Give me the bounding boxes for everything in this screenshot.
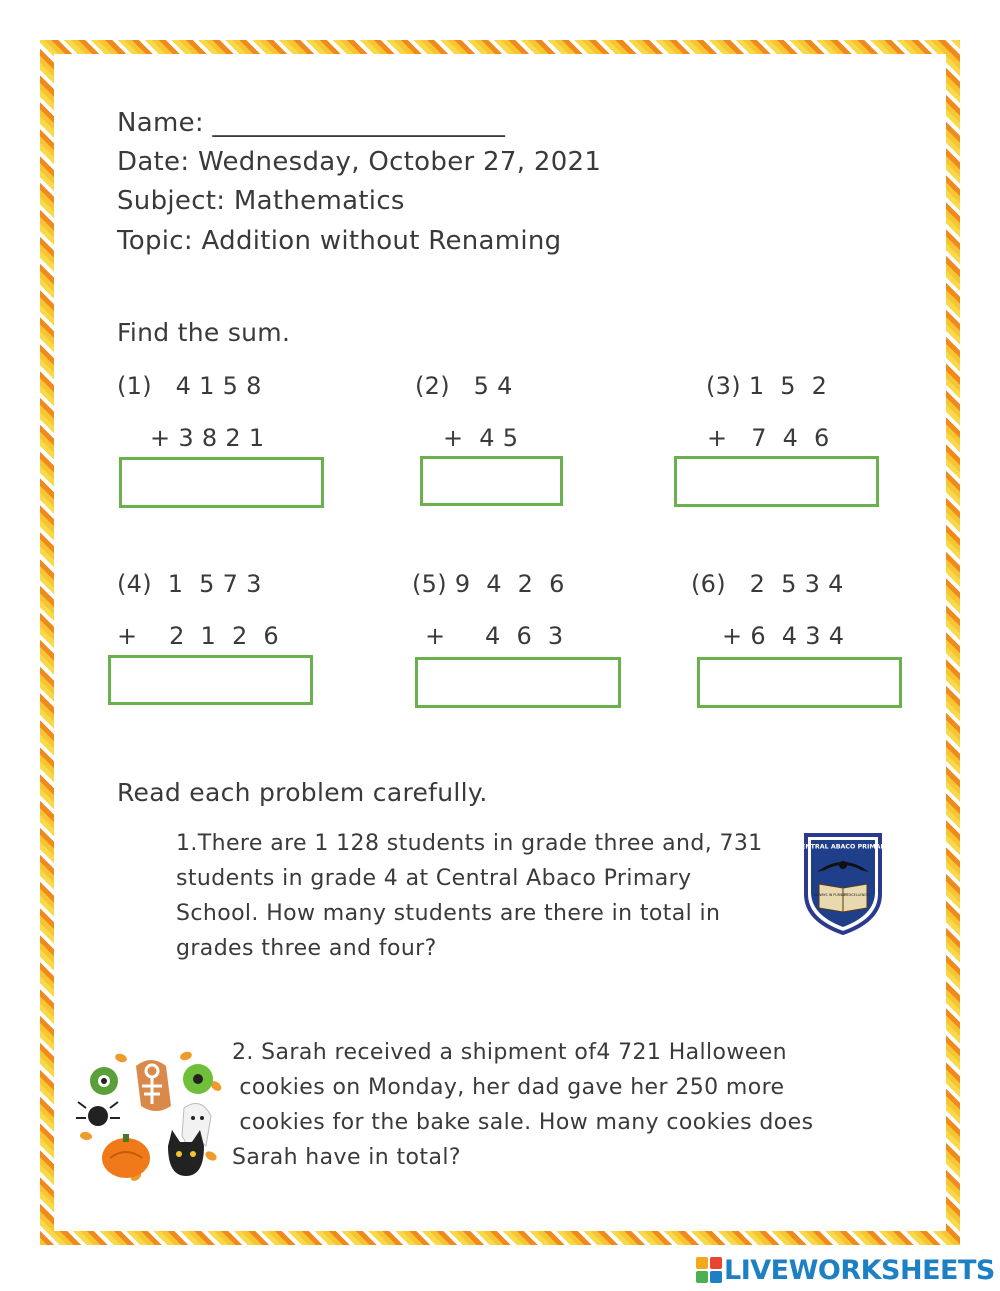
word-problem-2-line: cookies on Monday, her dad gave her 250 more: [232, 1075, 785, 1100]
word-problem-2: [232, 1035, 813, 1175]
find-sum-instruction: Find the sum.: [117, 318, 291, 347]
answer-box-6[interactable]: [697, 657, 902, 708]
problem-1-bottom: + 3 8 2 1: [150, 424, 265, 452]
word-problem-1-line: students in grade 4 at Central Abaco Primary: [176, 866, 692, 891]
word-problem-1-line: 1.There are 1 128 students in grade three and, 731: [176, 831, 763, 856]
halloween-cookies-image: [76, 1046, 226, 1186]
word-problem-2-line: 2. Sarah received a shipment of4 721 Halloween: [232, 1040, 788, 1065]
liveworksheets-logo[interactable]: [696, 1255, 995, 1285]
word-problem-2-line: cookies for the bake sale. How many cookies does: [232, 1110, 814, 1135]
problem-2-bottom: + 4 5: [443, 424, 519, 452]
logo-motto-right: OF EXCELLENCE: [841, 893, 869, 897]
name-line: Name: ______________________: [117, 108, 506, 138]
answer-box-2[interactable]: [420, 456, 563, 506]
problem-6-top: (6) 2 5 3 4: [691, 570, 844, 598]
topic-line: Topic: Addition without Renaming: [117, 226, 562, 256]
liveworksheets-icon: [696, 1257, 722, 1283]
word-problem-1-line: School. How many students are there in total in: [176, 901, 721, 926]
problem-3-top: (3) 1 5 2: [706, 372, 828, 400]
problem-4-bottom: + 2 1 2 6: [117, 622, 279, 650]
problem-1-top: (1) 4 1 5 8: [117, 372, 262, 400]
problem-4-top: (4) 1 5 7 3: [117, 570, 262, 598]
logo-motto-left: ALWAYS IN PURSUIT: [814, 893, 848, 897]
answer-box-4[interactable]: [108, 655, 313, 705]
school-logo: [796, 832, 890, 936]
answer-box-1[interactable]: [119, 457, 324, 508]
read-carefully-instruction: Read each problem carefully.: [117, 778, 488, 807]
word-problem-2-line: Sarah have in total?: [232, 1145, 461, 1170]
problem-3-bottom: + 7 4 6: [707, 424, 830, 452]
word-problem-1: [176, 826, 763, 966]
liveworksheets-text: LIVEWORKSHEETS: [724, 1254, 995, 1286]
answer-box-5[interactable]: [415, 657, 621, 708]
word-problem-1-line: grades three and four?: [176, 936, 437, 961]
logo-banner: CENTRAL ABACO PRIMARY: [796, 843, 890, 851]
problem-5-top: (5) 9 4 2 6: [412, 570, 565, 598]
subject-line: Subject: Mathematics: [117, 186, 405, 216]
problem-5-bottom: + 4 6 3: [425, 622, 564, 650]
answer-box-3[interactable]: [674, 456, 879, 507]
problem-6-bottom: + 6 4 3 4: [722, 622, 845, 650]
date-line: Date: Wednesday, October 27, 2021: [117, 147, 602, 177]
problem-2-top: (2) 5 4: [415, 372, 513, 400]
